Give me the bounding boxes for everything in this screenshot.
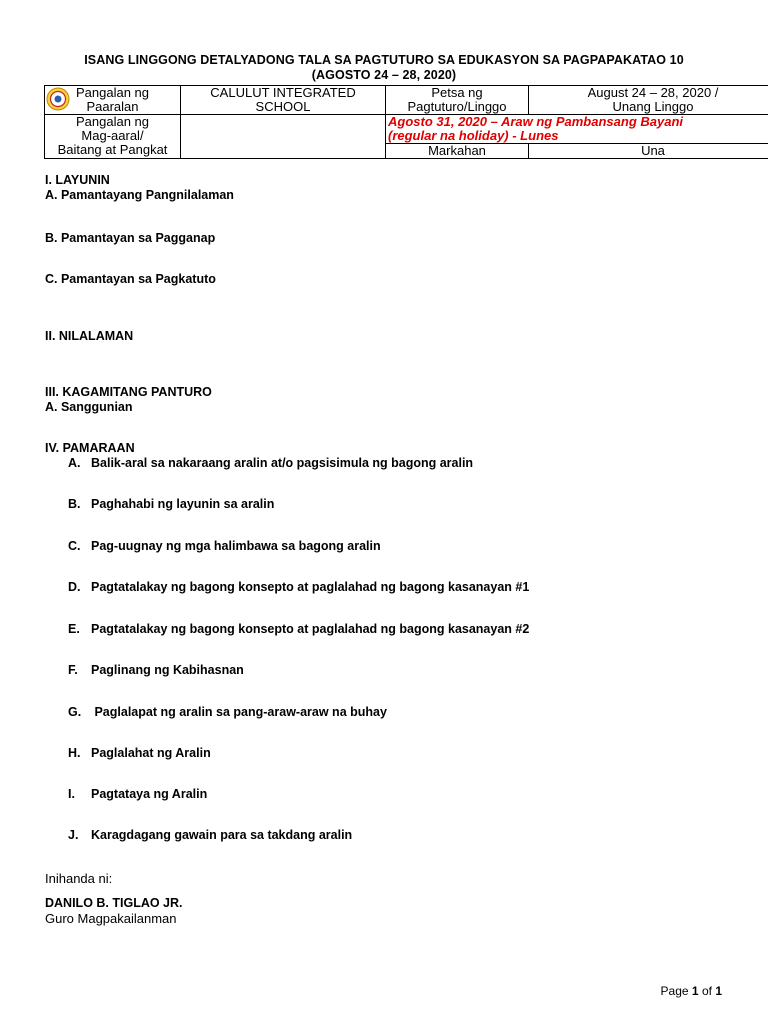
student-label: Pangalan ng Mag-aaral/ Baitang at Pangkat <box>45 115 181 159</box>
markahan-label: Markahan <box>386 144 529 159</box>
pamaraan-item: J. Karagdagang gawain para sa takdang aralin <box>68 828 353 842</box>
page-number: Page 1 of 1 <box>660 984 722 998</box>
pamaraan-item: I. Pagtataya ng Aralin <box>68 787 208 801</box>
holiday-note: Agosto 31, 2020 – Araw ng Pambansang Bayani (regular na holiday) - Lunes <box>386 115 768 144</box>
pamaraan-item: A. Balik-aral sa nakaraang aralin at/o pagsisimula ng bagong aralin <box>68 456 474 470</box>
subsection-pagganap: B. Pamantayan sa Pagganap <box>45 231 216 245</box>
subsection-pangnilalaman: A. Pamantayang Pangnilalaman <box>45 188 234 202</box>
pamaraan-item: G. Paglalapat ng aralin sa pang-araw-araw na buhay <box>68 705 387 719</box>
markahan-value: Una <box>529 144 768 159</box>
pamaraan-item: D. Pagtatalakay ng bagong konsepto at paglalahad ng bagong kasanayan #1 <box>68 580 530 594</box>
section-pamaraan: IV. PAMARAAN <box>45 441 135 455</box>
pamaraan-item: H. Paglalahat ng Aralin <box>68 746 211 760</box>
pamaraan-item: B. Paghahabi ng layunin sa aralin <box>68 497 275 511</box>
date-label: Petsa ng Pagtuturo/Linggo <box>386 86 529 115</box>
section-kagamitan: III. KAGAMITANG PANTURO <box>45 385 212 399</box>
pamaraan-item: C. Pag-uugnay ng mga halimbawa sa bagong aralin <box>68 539 381 553</box>
section-nilalaman: II. NILALAMAN <box>45 329 134 343</box>
pamaraan-item: E. Pagtatalakay ng bagong konsepto at paglalahad ng bagong kasanayan #2 <box>68 622 530 636</box>
prepared-by-label: Inihanda ni: <box>45 871 113 886</box>
pamaraan-item: F. Paglinang ng Kabihasnan <box>68 663 244 677</box>
student-value <box>181 115 386 159</box>
document-title: ISANG LINGGONG DETALYADONG TALA SA PAGTUTURO SA EDUKASYON SA PAGPAPAKATAO 10 <box>84 53 684 67</box>
info-table <box>44 85 768 159</box>
subsection-pagkatuto: C. Pamantayan sa Pagkatuto <box>45 272 216 286</box>
school-label: Pangalan ng Paaralan <box>45 86 181 115</box>
school-seal-icon <box>46 87 70 111</box>
date-value: August 24 – 28, 2020 / Unang Linggo <box>529 86 768 115</box>
document-date-range: (AGOSTO 24 – 28, 2020) <box>311 68 457 82</box>
school-name: CALULUT INTEGRATED SCHOOL <box>181 86 386 115</box>
signatory-role: Guro Magpakailanman <box>45 911 177 926</box>
signatory-name: DANILO B. TIGLAO JR. <box>45 896 183 910</box>
subsection-sanggunian: A. Sanggunian <box>45 400 133 414</box>
section-layunin: I. LAYUNIN <box>45 173 110 187</box>
